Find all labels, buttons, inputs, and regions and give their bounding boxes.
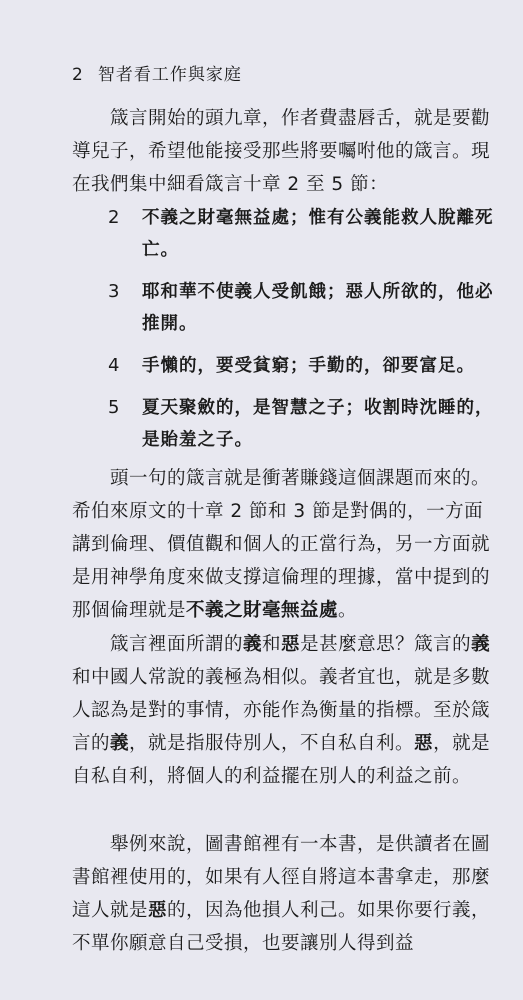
text-run: 是甚麼意思？箴言的	[300, 634, 472, 655]
text-run: ，就是指服侍別人，不自私自利。	[129, 733, 415, 754]
text-run: 。	[338, 600, 358, 621]
verse-text: 耶和華不使義人受飢餓；惡人所欲的，他必推開。	[142, 282, 494, 334]
emphasis-text: 惡	[148, 900, 168, 921]
verse-number: 4	[108, 355, 120, 376]
verse-text: 手懶的，要受貧窮；手勤的，卻要富足。	[142, 356, 475, 376]
verse-number: 5	[108, 397, 120, 418]
text-run: ，就是自私自利，將個人的利益擺在別人的利益之前。	[72, 733, 491, 787]
verse-number: 3	[108, 281, 120, 302]
emphasis-text: 義	[110, 733, 130, 754]
verse-3	[108, 276, 498, 340]
text-run: 舉例來說，圖書館裡有一本書，是供讀者在圖書館裡使用的，如果有人徑自將這本書拿走，那麼這人就是	[72, 834, 491, 921]
verse-number: 2	[108, 207, 120, 228]
emphasis-text: 惡	[414, 733, 434, 754]
emphasis-text: 不義之財毫無益處	[186, 600, 339, 621]
intro-paragraph: 箴言開始的頭九章，作者費盡唇舌，就是要勸導兒子，希望他能接受那些將要囑咐他的箴言。現在我們集中細看箴言十章 2 至 5 節：	[72, 108, 491, 195]
paragraph-example	[72, 828, 492, 960]
verse-text: 夏天聚斂的，是智慧之子；收割時沈睡的，是貽羞之子。	[142, 398, 494, 450]
emphasis-text: 惡	[281, 634, 301, 655]
paragraph-money	[72, 462, 492, 627]
emphasis-text: 義	[243, 634, 263, 655]
text-run: 和	[262, 634, 282, 655]
text-run: 的，因為他損人利己。如果你要行義，不單你願意自己受損，也要讓別人得到益	[72, 900, 491, 954]
text-run: 箴言裡面所謂的	[110, 634, 244, 655]
verse-4	[108, 350, 498, 382]
verse-2	[108, 202, 498, 266]
text-run: 和中國人常說的義極為相似。義者宜也，就是多數人認為是對的事情，亦能作為衡量的指標。至於箴言的	[72, 667, 491, 754]
verse-list	[108, 202, 498, 466]
paragraph-righteousness	[72, 628, 492, 793]
page-number: 2	[72, 65, 84, 85]
emphasis-text: 義	[471, 634, 491, 655]
running-header	[72, 60, 242, 85]
text-run: 頭一句的箴言就是衝著賺錢這個課題而來的。希伯來原文的十章 2 節和 3 節是對偶的，一方面講到倫理、價值觀和個人的正當行為，另一方面就是用神學角度來做支撐這倫理的理據，當中提到的那個倫理就是	[72, 468, 491, 621]
chapter-title: 智者看工作與家庭	[97, 65, 242, 85]
verse-5	[108, 392, 498, 456]
verse-text: 不義之財毫無益處；惟有公義能救人脫離死亡。	[142, 208, 494, 260]
